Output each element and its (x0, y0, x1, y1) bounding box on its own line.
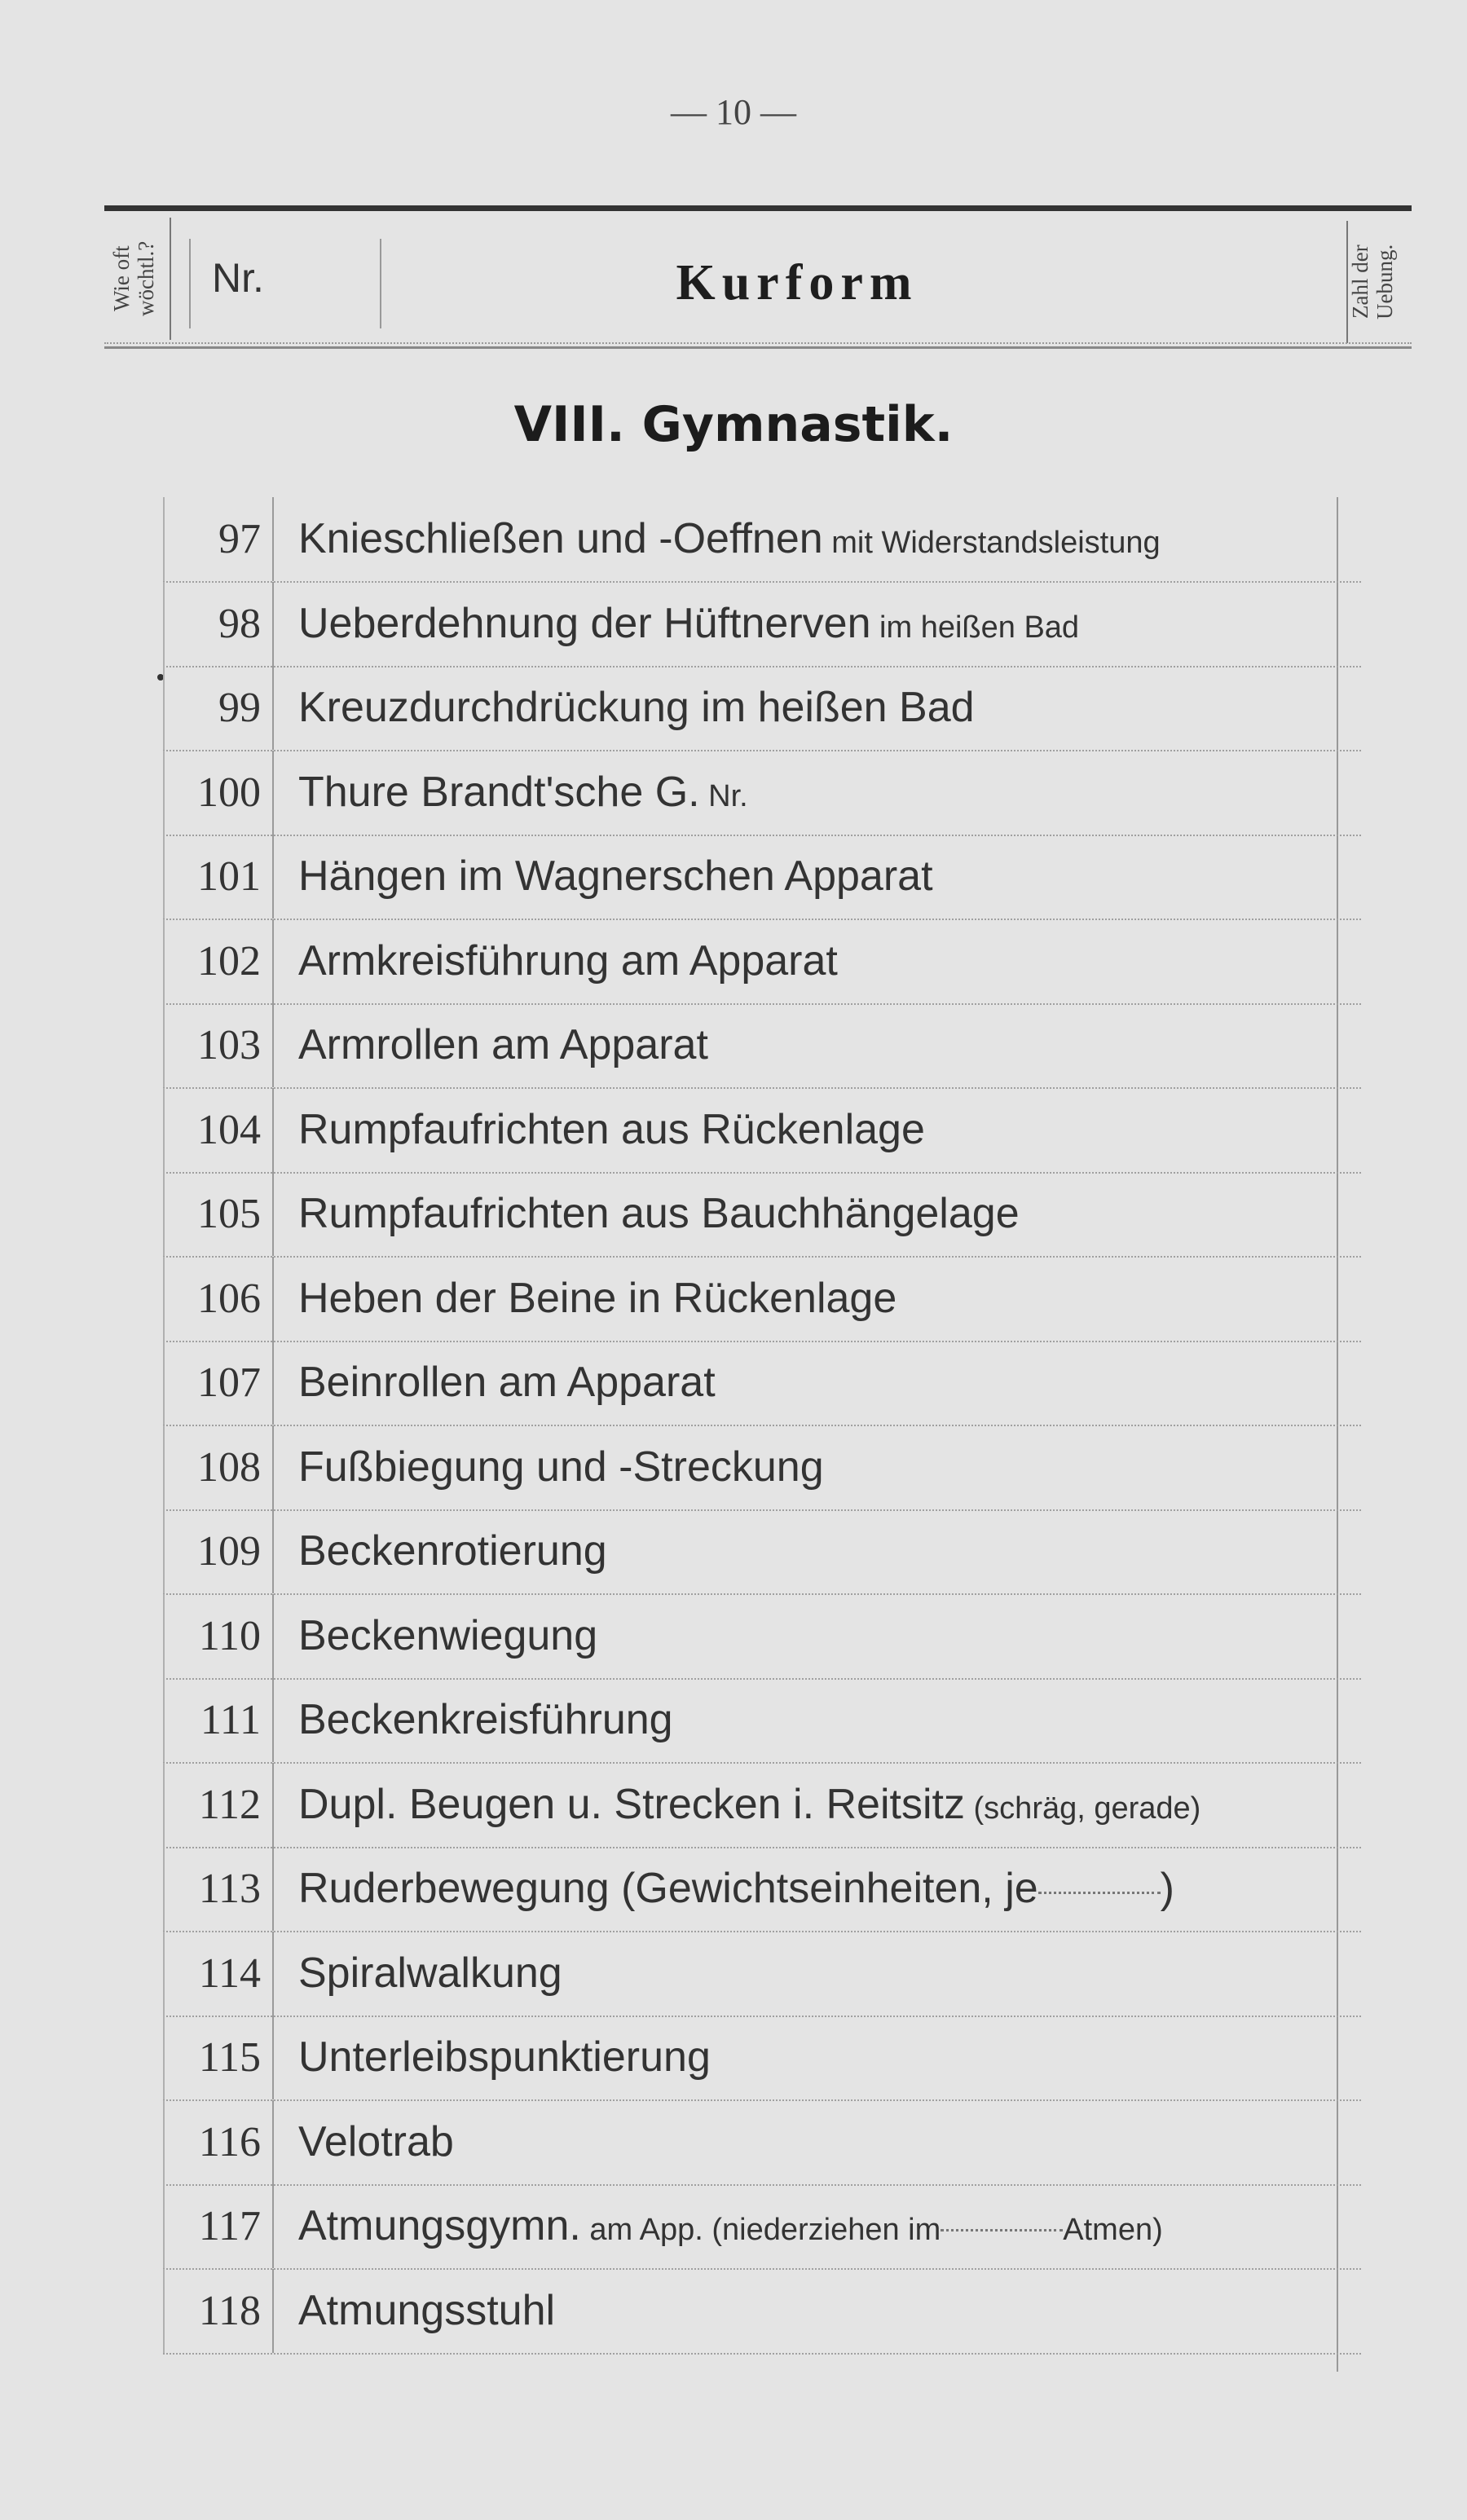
exercise-number: 101 (163, 835, 274, 919)
exercise-name-main: Armkreisführung am Apparat (298, 936, 838, 985)
exercise-name-tail: ) (1160, 1865, 1174, 1912)
table-row (163, 2184, 1361, 2270)
exercise-number: 111 (163, 1678, 274, 1762)
exercise-name (298, 1003, 1350, 1087)
table-row (163, 2100, 1361, 2186)
exercise-number: 99 (163, 666, 274, 750)
exercise-name-main: Hängen im Wagnerschen Apparat (298, 852, 933, 900)
exercise-name-main: Heben der Beine in Rückenlage (298, 1274, 897, 1322)
exercise-number: 97 (163, 497, 274, 581)
table-row (163, 1678, 1361, 1764)
header-count: Zahl der Uebung. (1346, 221, 1408, 343)
table-row (163, 1847, 1361, 1932)
exercise-name-main: Spiralwalkung (298, 1949, 562, 1997)
exercise-name-main: Fußbiegung und -Streckung (298, 1443, 824, 1491)
exercise-name (298, 1341, 1350, 1425)
table-row (163, 1341, 1361, 1426)
table-row (163, 1932, 1361, 2017)
exercise-name (298, 2269, 1350, 2353)
header-how-often: Wie oft wöchtl.? (109, 218, 171, 340)
exercise-number: 115 (163, 2016, 274, 2099)
exercise-name (298, 1172, 1350, 1256)
header-nr: Nr. (189, 239, 381, 328)
table-row (163, 1257, 1361, 1342)
exercise-name-main: Beckenrotierung (298, 1527, 607, 1575)
exercise-name (298, 1257, 1350, 1341)
exercise-name-main: Dupl. Beugen u. Strecken i. Reitsitz (298, 1780, 965, 1828)
page-number: — 10 — (671, 92, 796, 132)
fill-in-blank (941, 2229, 1063, 2231)
table-row (163, 666, 1361, 751)
table-row (163, 1763, 1361, 1848)
exercise-name-note: im heißen Bad (870, 610, 1080, 645)
exercise-name-main: Armrollen am Apparat (298, 1021, 708, 1068)
exercise-number: 113 (163, 1847, 274, 1931)
exercise-number: 104 (163, 1088, 274, 1172)
exercise-number: 118 (163, 2269, 274, 2353)
table-header (104, 205, 1412, 349)
exercise-name-main: Rumpfaufrichten aus Bauchhängelage (298, 1190, 1020, 1237)
exercise-name-main: Beckenwiegung (298, 1611, 598, 1659)
table-row (163, 919, 1361, 1005)
exercise-number: 105 (163, 1172, 274, 1256)
exercise-name-main: Ruderbewegung (Gewichtseinheiten, je (298, 1865, 1038, 1912)
exercise-name-main: Kreuzdurchdrückung im heißen Bad (298, 684, 975, 731)
exercise-name (298, 1763, 1350, 1851)
exercise-number: 110 (163, 1594, 274, 1678)
exercise-name-note: mit Widerstandsleistung (822, 526, 1161, 560)
table-row (163, 497, 1361, 583)
exercise-name (298, 1678, 1350, 1762)
table-row (163, 2269, 1361, 2355)
table-row (163, 1425, 1361, 1511)
exercise-name (298, 1932, 1350, 2016)
exercise-number: 102 (163, 919, 274, 1003)
exercise-name (298, 1594, 1350, 1678)
exercise-number: 108 (163, 1425, 274, 1509)
exercise-number: 107 (163, 1341, 274, 1425)
table-row (163, 751, 1361, 836)
exercise-name (298, 1509, 1350, 1593)
exercise-name-note: (schräg, gerade) (964, 1791, 1201, 1826)
exercise-name-main: Rumpfaufrichten aus Rückenlage (298, 1105, 925, 1153)
exercise-number: 114 (163, 1932, 274, 2016)
table-row (163, 1003, 1361, 1089)
table-row (163, 1088, 1361, 1174)
exercise-number: 103 (163, 1003, 274, 1087)
exercise-name (298, 2100, 1350, 2184)
exercise-number: 116 (163, 2100, 274, 2184)
exercise-number: 100 (163, 751, 274, 835)
exercise-name-main: Beinrollen am Apparat (298, 1359, 716, 1406)
exercise-name-main: Beckenkreisführung (298, 1696, 673, 1743)
fill-in-blank (1038, 1892, 1161, 1894)
exercise-name-note: am App. (niederziehen im (580, 2213, 941, 2247)
exercise-name-main: Velotrab (298, 2117, 454, 2165)
exercise-number: 98 (163, 582, 274, 666)
exercise-name (298, 2016, 1350, 2099)
exercise-name-main: Thure Brandt'sche G. (298, 768, 700, 816)
table-row (163, 582, 1361, 667)
exercise-number: 109 (163, 1509, 274, 1593)
exercise-name-main: Ueberdehnung der Hüftnerven (298, 599, 871, 647)
exercise-name-main: Atmungsstuhl (298, 2286, 556, 2334)
exercise-number: 112 (163, 1763, 274, 1847)
header-title: Kurform (676, 255, 919, 311)
table-row (163, 835, 1361, 920)
exercise-name (298, 1847, 1350, 1931)
exercise-name (298, 919, 1350, 1003)
exercise-name (298, 1425, 1350, 1509)
exercise-name-main: Unterleibspunktierung (298, 2033, 711, 2081)
table-row (163, 1594, 1361, 1680)
exercise-name-main: Knieschließen und -Oeffnen (298, 515, 823, 562)
table-row (163, 1509, 1361, 1595)
exercise-name (298, 751, 1350, 839)
exercise-number: 106 (163, 1257, 274, 1341)
exercise-name (298, 2184, 1350, 2272)
exercise-name-tail: Atmen) (1063, 2213, 1163, 2247)
exercise-name (298, 835, 1350, 919)
exercise-name (298, 1088, 1350, 1172)
exercise-name (298, 497, 1350, 585)
exercise-name-note: Nr. (699, 778, 748, 813)
exercise-name (298, 582, 1350, 670)
table-row (163, 2016, 1361, 2101)
table-row (163, 1172, 1361, 1258)
exercise-number: 117 (163, 2184, 274, 2268)
exercise-name (298, 666, 1350, 750)
exercise-name-main: Atmungsgymn. (298, 2202, 581, 2249)
section-title: VIII. Gymnastik. (513, 396, 954, 453)
